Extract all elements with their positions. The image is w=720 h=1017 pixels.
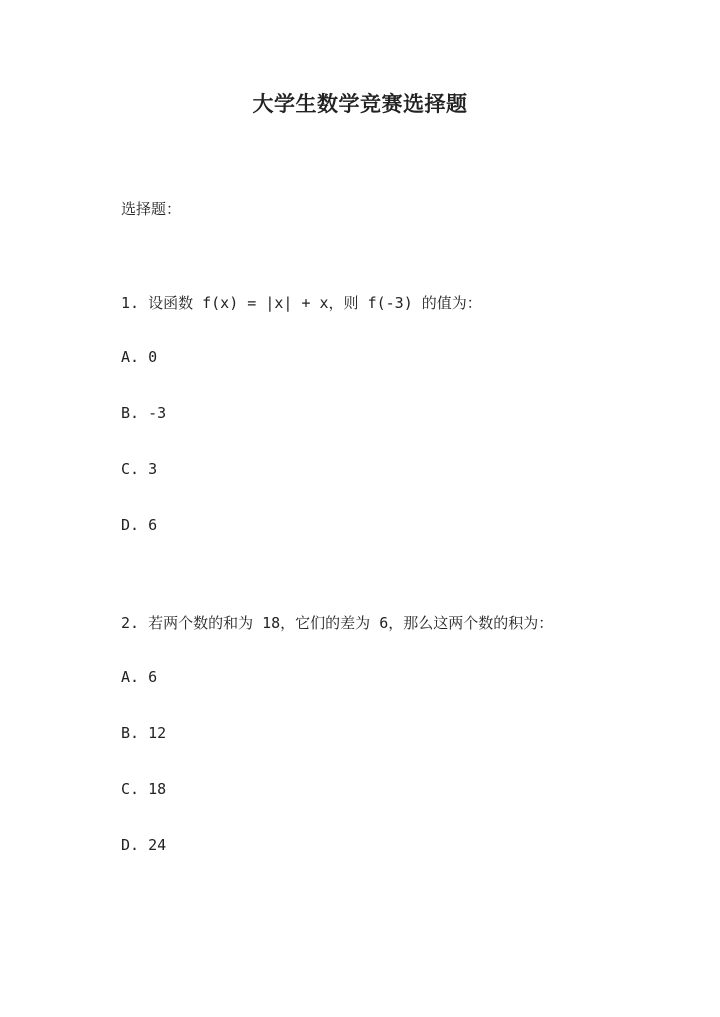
question-2-text: 2. 若两个数的和为 18，它们的差为 6，那么这两个数的积为： <box>121 614 554 632</box>
question-1-option-a: A. 0 <box>121 348 158 366</box>
question-1-text: 1. 设函数 f(x) = |x| + x，则 f(-3) 的值为： <box>121 294 482 312</box>
question-1-option-d: D. 6 <box>121 516 158 534</box>
question-2-option-a: A. 6 <box>121 668 158 686</box>
question-1-option-c: C. 3 <box>121 460 158 478</box>
section-label: 选择题： <box>121 200 182 218</box>
document-title: 大学生数学竞赛选择题 <box>252 91 468 116</box>
question-2-option-b: B. 12 <box>121 724 167 742</box>
question-2-option-c: C. 18 <box>121 780 167 798</box>
question-2-option-d: D. 24 <box>121 836 167 854</box>
question-1-option-b: B. -3 <box>121 404 167 422</box>
